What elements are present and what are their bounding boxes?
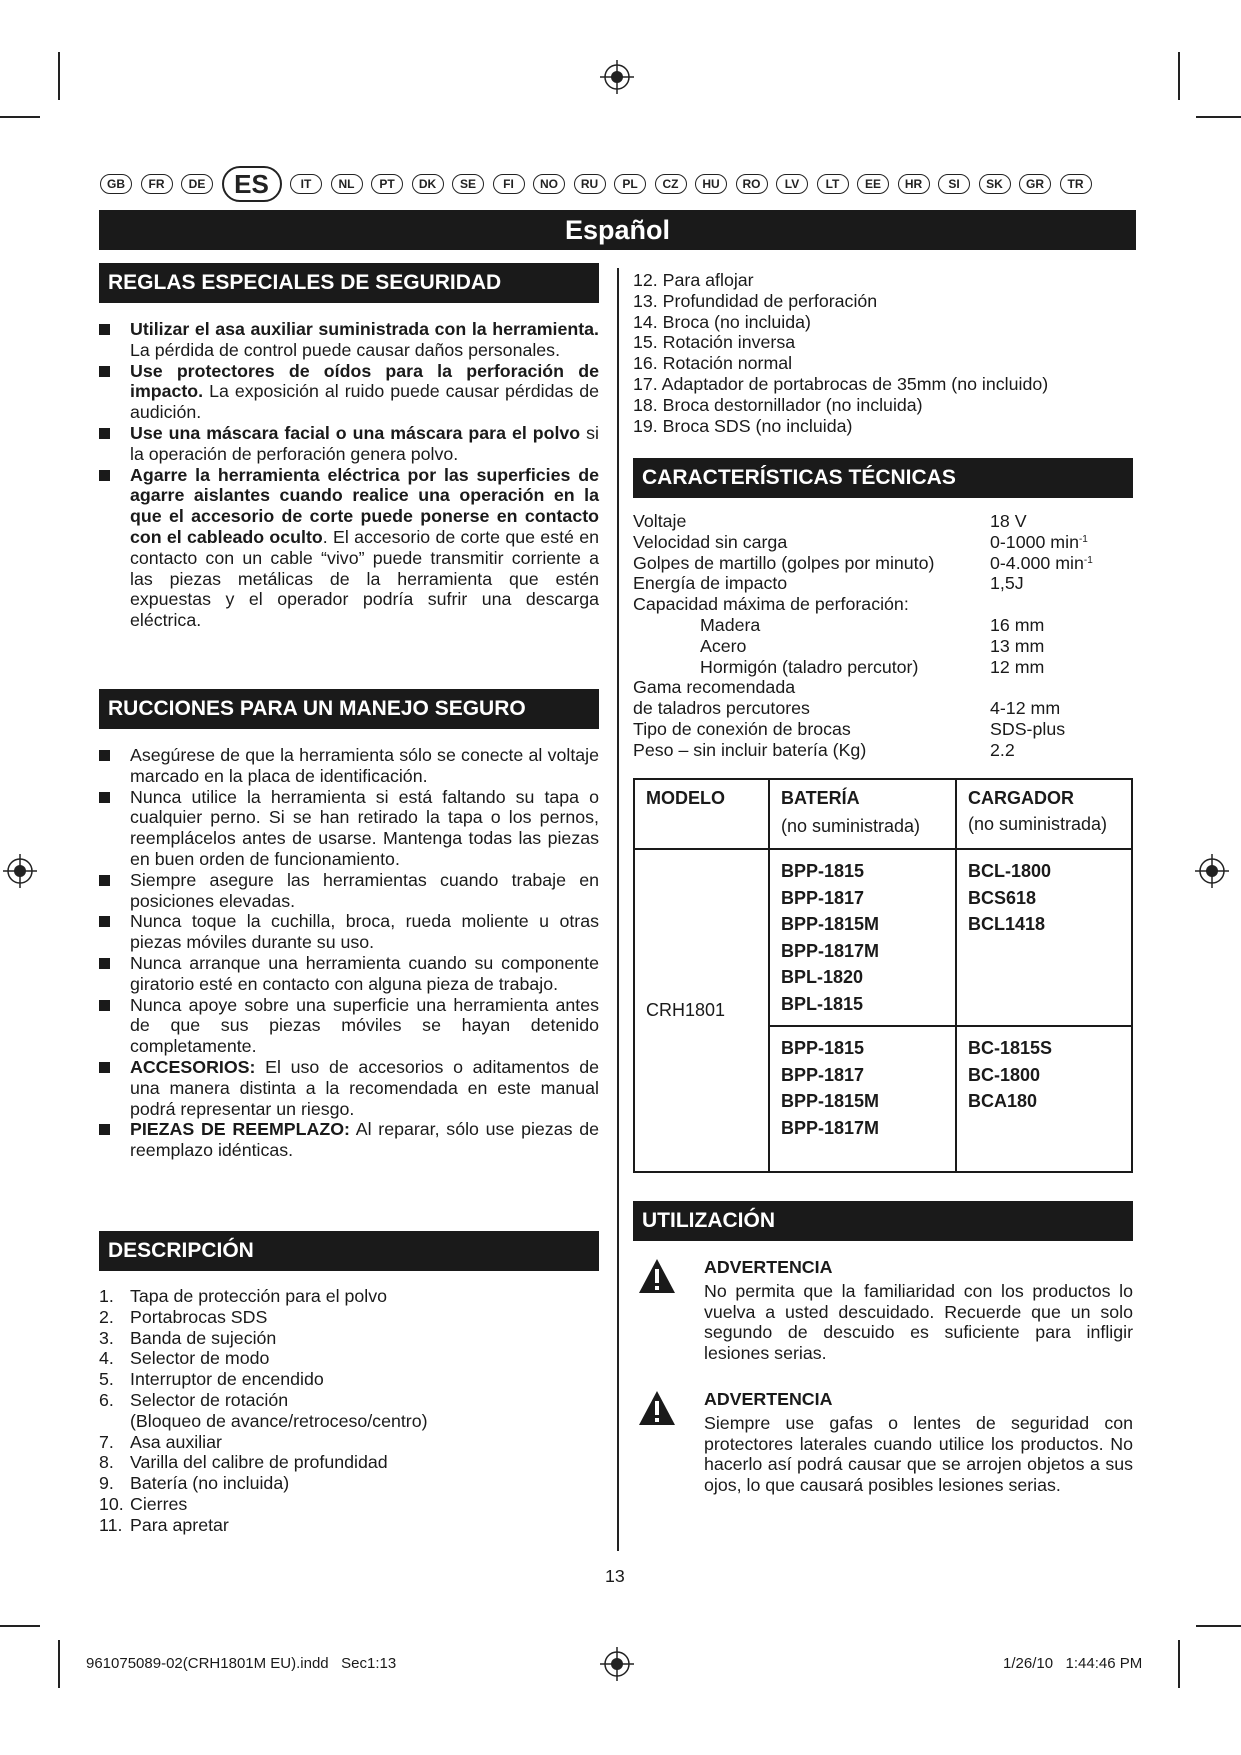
language-tab[interactable]: LV — [776, 174, 808, 194]
item-text: Banda de sujeción — [130, 1327, 277, 1348]
list-item-bold: Agarre la herramienta eléctrica por las superficies de agarre aislantes cuando realice una operación en la que el accesorio de corte puede ponerse en contacto con el cableado oculto — [130, 464, 599, 547]
list-item-text: Nunca arranque una herramienta cuando su componente giratorio esté en contacto con alguna pieza de trabajo. — [130, 952, 599, 994]
spec-row — [633, 677, 1133, 698]
language-tab[interactable]: EE — [857, 174, 889, 194]
model-code: BPP-1817M — [781, 1117, 880, 1138]
item-number: 3. — [99, 1327, 114, 1348]
spec-row — [633, 698, 1133, 719]
list-item-text: Siempre asegure las herramientas cuando trabaje en posiciones elevadas. — [130, 869, 599, 911]
language-tab[interactable]: DE — [181, 174, 213, 194]
spec-value — [990, 615, 1044, 636]
list-item — [99, 1390, 599, 1411]
language-tab[interactable]: IT — [290, 174, 322, 194]
charger-header: CARGADOR — [968, 788, 1074, 808]
language-tab[interactable]: SE — [452, 174, 484, 194]
spec-row — [633, 553, 1133, 574]
language-tab[interactable]: ES — [222, 166, 282, 202]
language-tab[interactable]: NO — [533, 174, 565, 194]
crop-mark — [1178, 1640, 1180, 1688]
list-item — [99, 1057, 599, 1119]
list-item-text: Nunca toque la cuchilla, broca, rueda moliente u otras piezas móviles durante su uso. — [130, 911, 599, 953]
spec-row — [633, 740, 1133, 761]
item-number: 8. — [99, 1452, 114, 1473]
page-number: 13 — [605, 1566, 625, 1586]
specs-list — [633, 511, 1133, 761]
spec-row — [633, 594, 1133, 615]
list-item — [99, 465, 599, 631]
model-code: BPL-1815 — [781, 993, 864, 1014]
registration-mark-icon — [1195, 854, 1229, 888]
spec-label: Peso – sin incluir batería (Kg) — [633, 739, 867, 760]
list-item — [99, 1432, 599, 1453]
spec-value — [990, 657, 1044, 678]
list-item — [99, 1286, 599, 1307]
spec-value-text: 0-4.000 min — [990, 552, 1084, 573]
language-tab[interactable]: FR — [141, 174, 173, 194]
spec-label: Capacidad máxima de perforación: — [633, 594, 909, 615]
crop-mark — [58, 1640, 60, 1688]
model-code: BPP-1817 — [781, 1064, 865, 1085]
spec-value-text: 0-1000 min — [990, 531, 1079, 552]
list-item — [99, 953, 599, 995]
list-item — [99, 995, 599, 1057]
list-item-bold: Use una máscara facial o una máscara para el polvo — [130, 422, 581, 443]
crop-mark — [1196, 1625, 1241, 1627]
warning-title: ADVERTENCIA — [704, 1257, 833, 1277]
spec-row — [633, 573, 1133, 594]
language-tab[interactable]: FI — [493, 174, 525, 194]
charger-group-2 — [956, 1026, 1132, 1172]
crop-mark — [0, 1625, 40, 1627]
list-item: 13. Profundidad de perforación — [633, 290, 878, 311]
list-item: 14. Broca (no incluida) — [633, 311, 811, 332]
spec-row — [633, 615, 1133, 636]
spec-label: Voltaje — [633, 511, 687, 531]
battery-group-1 — [769, 849, 956, 1026]
charger-header-sub: (no suministrada) — [968, 814, 1108, 834]
list-item — [99, 870, 599, 912]
crop-mark — [1196, 116, 1241, 118]
list-item: 17. Adaptador de portabrocas de 35mm (no incluido) — [633, 373, 1049, 394]
list-item: 18. Broca destornillador (no incluida) — [633, 394, 923, 415]
spec-value-text: 1,5J — [990, 573, 1024, 594]
language-tab[interactable]: HR — [898, 174, 930, 194]
spec-label: Velocidad sin carga — [633, 531, 788, 552]
language-tab[interactable]: HU — [695, 174, 727, 194]
item-text: Selector de modo — [130, 1348, 270, 1369]
list-item-bold: Use protectores de oídos para la perforación de impacto. — [130, 360, 599, 402]
warning-text: No permita que la familiaridad con los productos lo vuelva a usted descuidado. Recuerde que un solo segundo de descuido es suficiente para infligir lesiones serias. — [704, 1280, 1133, 1364]
language-tab[interactable]: CZ — [655, 174, 687, 194]
model-table — [633, 778, 1133, 1173]
list-item — [99, 911, 599, 953]
language-tab[interactable]: SK — [979, 174, 1011, 194]
spec-value — [990, 573, 1024, 594]
item-text: Portabrocas SDS — [130, 1306, 268, 1327]
list-item: 15. Rotación inversa — [633, 332, 796, 353]
list-item: 19. Broca SDS (no incluida) — [633, 415, 853, 436]
item-number: 5. — [99, 1369, 114, 1390]
list-item-text: Nunca utilice la herramienta si está faltando su tapa o cualquier perno. Si se han retirado la tapa o los pernos, reemplácelos antes de usarse. Mantenga todas las piezas en buen orden de funcionamiento. — [130, 786, 599, 869]
crop-mark — [0, 116, 40, 118]
item-text: Asa auxiliar — [130, 1431, 222, 1452]
spec-value — [990, 553, 1093, 574]
spec-value — [990, 636, 1044, 657]
language-tab[interactable]: NL — [331, 174, 363, 194]
spec-label: Tipo de conexión de brocas — [633, 718, 851, 739]
section-heading-safety: REGLAS ESPECIALES DE SEGURIDAD — [99, 263, 599, 303]
item-text: (Bloqueo de avance/retroceso/centro) — [130, 1410, 428, 1431]
crop-mark — [58, 52, 60, 100]
registration-mark-icon — [600, 60, 634, 94]
list-item — [99, 1348, 599, 1369]
list-item-text: Asegúrese de que la herramienta sólo se conecte al voltaje marcado en la placa de identificación. — [130, 745, 599, 786]
item-number: 9. — [99, 1473, 114, 1494]
charger-group-1 — [956, 849, 1132, 1026]
battery-header-sub: (no suministrada) — [781, 816, 921, 836]
item-number: 7. — [99, 1431, 114, 1452]
spec-row — [633, 511, 1133, 532]
item-number: 11. — [99, 1514, 123, 1535]
list-item-text: La exposición al ruido puede causar pérdidas de audición. — [130, 381, 599, 423]
item-number: 1. — [99, 1286, 114, 1306]
battery-group-2 — [769, 1026, 956, 1172]
list-item — [99, 319, 599, 361]
spec-unit-exponent: -1 — [1078, 533, 1088, 545]
item-number: 6. — [99, 1389, 114, 1410]
warning-icon — [638, 1258, 676, 1294]
spec-label: Gama recomendada — [633, 677, 796, 698]
model-code: BPP-1815M — [781, 914, 880, 934]
safety-list — [99, 319, 599, 631]
spec-value — [990, 719, 1065, 740]
spec-value-text: 4-12 mm — [990, 698, 1061, 719]
registration-mark-icon — [600, 1647, 634, 1681]
spec-value — [990, 511, 1027, 532]
footer-date: 1/26/10 1:44:46 PM — [1003, 1655, 1143, 1672]
list-item-text: Al reparar, sólo use piezas de reemplazo idénticas. — [130, 1119, 599, 1161]
model-code: BPL-1820 — [781, 967, 864, 987]
list-item — [99, 1452, 599, 1473]
list-item — [99, 1473, 599, 1494]
language-tab[interactable]: PL — [614, 174, 646, 194]
list-item-bold: Utilizar el asa auxiliar suministrada con la herramienta. — [130, 319, 599, 339]
spec-row — [633, 636, 1133, 657]
list-item: 16. Rotación normal — [633, 353, 793, 374]
spec-label: Golpes de martillo (golpes por minuto) — [633, 552, 935, 573]
handling-list — [99, 745, 599, 1161]
language-tab[interactable]: LT — [817, 174, 849, 194]
item-number: 2. — [99, 1306, 114, 1327]
model-code: BPP-1817 — [781, 887, 865, 908]
model-code: BCA180 — [968, 1091, 1038, 1111]
description-list — [99, 1286, 599, 1536]
list-item-bold: ACCESORIOS: — [130, 1056, 256, 1077]
language-tab[interactable]: GR — [1019, 174, 1051, 194]
list-item — [99, 1515, 599, 1536]
spec-value-text: 18 V — [990, 511, 1027, 531]
list-item — [99, 1307, 599, 1328]
language-tab[interactable]: TR — [1060, 174, 1092, 194]
spec-value-text: 12 mm — [990, 656, 1045, 677]
language-tab[interactable]: DK — [412, 174, 444, 194]
spec-value-text: SDS-plus — [990, 718, 1066, 739]
model-code: BCL-1800 — [968, 861, 1052, 881]
description-list-continued — [633, 270, 1133, 436]
spec-row — [633, 657, 1133, 678]
warning-block — [704, 1257, 1133, 1364]
spec-value — [990, 698, 1060, 719]
item-text: Interruptor de encendido — [130, 1369, 324, 1390]
spec-label: Hormigón (taladro percutor) — [700, 656, 919, 677]
model-code: BPP-1815 — [781, 861, 865, 881]
item-text: Para apretar — [130, 1514, 229, 1535]
list-item-text: . El accesorio de corte que esté en contacto con un cable “vivo” puede transmitir corriente a las piezas metálicas de la herramienta que estén expuestas y el operador podría sufrir una descarga eléctrica. — [130, 526, 599, 631]
spec-value-text: 2.2 — [990, 739, 1015, 760]
spec-label: de taladros percutores — [633, 698, 810, 719]
language-tab[interactable]: GB — [100, 174, 132, 194]
model-code: BC-1815S — [968, 1038, 1053, 1058]
item-number — [99, 1411, 130, 1432]
model-code: BPP-1815 — [781, 1038, 865, 1058]
model-header: MODELO — [646, 788, 725, 808]
list-item: 12. Para aflojar — [633, 270, 754, 290]
item-number: 4. — [99, 1348, 114, 1369]
language-bar — [100, 170, 1136, 198]
page-title: Español — [99, 210, 1136, 250]
language-tab[interactable]: RU — [574, 174, 606, 194]
column-divider — [617, 268, 619, 1551]
warning-title: ADVERTENCIA — [704, 1389, 833, 1409]
language-tab[interactable]: RO — [736, 174, 768, 194]
item-text: Tapa de protección para el polvo — [130, 1286, 388, 1306]
list-item-text: Nunca apoye sobre una superficie una herramienta antes de que sus piezas móviles se hayan detenido completamente. — [130, 994, 599, 1057]
item-text: Selector de rotación — [130, 1389, 289, 1410]
list-item — [99, 1369, 599, 1390]
footer-file-info: 961075089-02(CRH1801M EU).indd Sec1:13 — [86, 1655, 397, 1672]
item-text: Batería (no incluida) — [130, 1473, 290, 1494]
spec-value-text: 16 mm — [990, 614, 1045, 635]
list-item — [99, 1411, 599, 1432]
list-item — [99, 1119, 599, 1161]
spec-value — [990, 740, 1015, 761]
item-text: Varilla del calibre de profundidad — [130, 1452, 388, 1473]
language-tab[interactable]: PT — [371, 174, 403, 194]
list-item-bold: PIEZAS DE REEMPLAZO: — [130, 1119, 350, 1140]
spec-value — [990, 532, 1088, 553]
item-number: 10. — [99, 1493, 124, 1514]
spec-value-text: 13 mm — [990, 635, 1045, 656]
list-item — [99, 745, 599, 787]
language-tab[interactable]: SI — [938, 174, 970, 194]
model-code: BCL1418 — [968, 914, 1046, 934]
list-item-text: si la operación de perforación genera polvo. — [130, 422, 599, 464]
list-item-text: La pérdida de control puede causar daños personales. — [130, 339, 561, 360]
model-code: BPP-1817M — [781, 940, 880, 961]
list-item — [99, 1328, 599, 1349]
section-heading-handling: RUCCIONES PARA UN MANEJO SEGURO — [99, 689, 599, 729]
warning-icon — [638, 1390, 676, 1426]
list-item — [99, 423, 599, 465]
list-item-text: El uso de accesorios o aditamentos de una manera distinta a la recomendada en este manual podrá representar un riesgo. — [130, 1056, 599, 1119]
model-code: BCS618 — [968, 887, 1037, 908]
section-heading-specs: CARACTERÍSTICAS TÉCNICAS — [633, 458, 1133, 498]
warning-block — [704, 1389, 1133, 1496]
spec-label: Energía de impacto — [633, 573, 788, 594]
battery-header: BATERÍA — [781, 788, 860, 808]
spec-unit-exponent: -1 — [1083, 554, 1093, 566]
model-name: CRH1801 — [646, 1000, 726, 1020]
list-item — [99, 1494, 599, 1515]
model-code: BC-1800 — [968, 1064, 1041, 1085]
section-heading-description: DESCRIPCIÓN — [99, 1231, 599, 1271]
spec-row — [633, 719, 1133, 740]
list-item — [99, 787, 599, 870]
registration-mark-icon — [3, 854, 37, 888]
model-code: BPP-1815M — [781, 1091, 880, 1111]
spec-label: Madera — [700, 614, 761, 635]
list-item — [99, 361, 599, 423]
crop-mark — [1178, 52, 1180, 100]
warning-text: Siempre use gafas o lentes de seguridad con protectores laterales cuando utilice los productos. No hacerlo así podrá causar que se arrojen objetos a sus ojos, lo que causará posibles lesiones serias. — [704, 1412, 1133, 1496]
spec-label: Acero — [700, 635, 747, 656]
section-heading-usage: UTILIZACIÓN — [633, 1201, 1133, 1241]
spec-row — [633, 532, 1133, 553]
item-text: Cierres — [130, 1493, 188, 1514]
